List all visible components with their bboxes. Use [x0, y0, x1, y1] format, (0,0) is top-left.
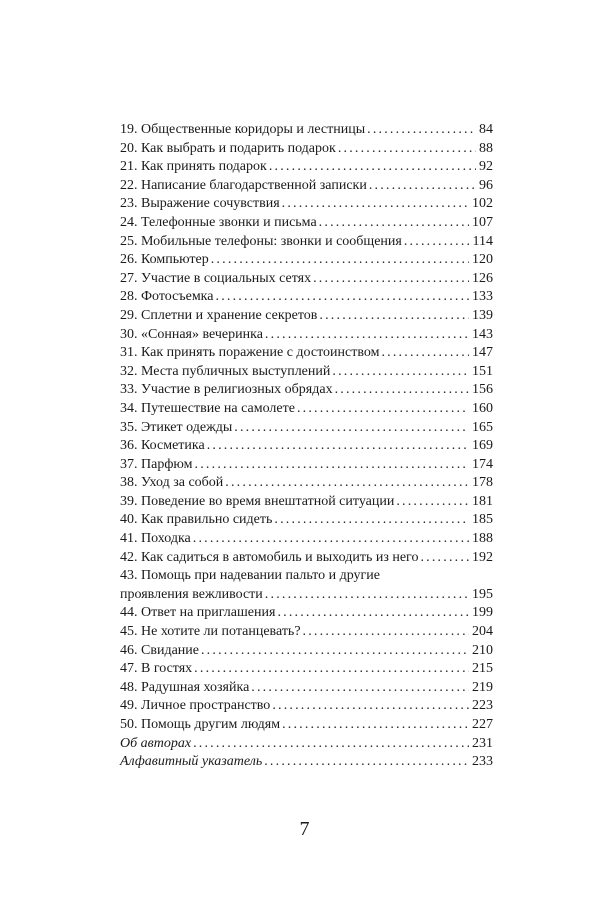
toc-entry-title: 28. Фотосъемка — [120, 289, 214, 305]
toc-leader-dots — [265, 326, 469, 345]
toc-entry-title: 46. Свидание — [120, 642, 199, 658]
toc-entry-title: 39. Поведение во время внештатной ситуации — [120, 493, 395, 509]
toc-leader-dots — [282, 195, 469, 214]
toc-leader-dots — [216, 288, 470, 307]
toc-entry-page: 174 — [472, 456, 493, 472]
toc-leader-dots — [251, 679, 469, 698]
toc-leader-dots — [335, 381, 469, 400]
toc-entry — [120, 493, 493, 512]
toc-entry-title: 40. Как правильно сидеть — [120, 512, 273, 528]
toc-entry-page: 102 — [472, 196, 493, 212]
toc-entry-title: 24. Телефонные звонки и письма — [120, 214, 317, 230]
toc-leader-dots — [269, 158, 476, 177]
toc-entry-page: 188 — [472, 531, 493, 547]
toc-entry — [120, 660, 493, 679]
toc-entry-page: 199 — [472, 605, 493, 621]
toc-entry-page: 151 — [472, 363, 493, 379]
toc-entry — [120, 400, 493, 419]
toc-leader-dots — [303, 623, 469, 642]
toc-entry — [120, 437, 493, 456]
toc-entry — [120, 195, 493, 214]
toc-entry-page: 84 — [479, 122, 493, 137]
toc-leader-dots — [404, 233, 470, 252]
toc-entry-title: 25. Мобильные телефоны: звонки и сообщения — [120, 233, 402, 249]
toc-entry — [120, 270, 493, 289]
toc-entry — [120, 716, 493, 735]
toc-entry-page: 114 — [472, 233, 493, 249]
toc-entry — [120, 679, 493, 698]
toc-leader-dots — [313, 270, 469, 289]
toc-entry-title: 23. Выражение сочувствия — [120, 196, 280, 212]
toc-entry — [120, 121, 493, 140]
toc-entry-title: 20. Как выбрать и подарить подарок — [120, 140, 336, 156]
toc-entry — [120, 623, 493, 642]
toc-entry-page: 195 — [472, 586, 493, 602]
toc-entry — [120, 251, 493, 270]
toc-entry-title: 37. Парфюм — [120, 456, 193, 472]
toc-leader-dots — [319, 307, 469, 326]
toc-leader-dots — [193, 735, 469, 754]
toc-leader-dots — [225, 474, 469, 493]
toc-entry-page: 219 — [472, 679, 493, 695]
toc-leader-dots — [207, 437, 469, 456]
toc-entry-title: 38. Уход за собой — [120, 475, 224, 491]
toc-entry — [120, 307, 493, 326]
toc-entry-title: 44. Ответ на приглашения — [120, 605, 276, 621]
toc-leader-dots — [338, 140, 476, 159]
toc-entry-title-continued: проявления вежливости — [120, 586, 263, 602]
toc-leader-dots — [234, 419, 469, 438]
toc-entry-about-authors — [120, 735, 493, 754]
toc-entry-title: 26. Компьютер — [120, 252, 209, 268]
toc-entry-title: 43. Помощь при надевании пальто и другие — [120, 568, 380, 584]
toc-entry — [120, 530, 493, 549]
toc-entry-title: 35. Этикет одежды — [120, 419, 233, 435]
toc-entry-page: 120 — [472, 252, 493, 268]
toc-entry-title: 48. Радушная хозяйка — [120, 679, 250, 695]
toc-entry-page: 233 — [472, 754, 493, 770]
toc-entry — [120, 697, 493, 716]
toc-entry-page: 88 — [479, 140, 493, 156]
toc-leader-dots — [367, 121, 476, 140]
toc-entry-title: 50. Помощь другим людям — [120, 717, 281, 732]
toc-entry-title: 41. Походка — [120, 531, 191, 547]
toc-entry-page: 139 — [472, 307, 493, 323]
toc-leader-dots — [396, 493, 469, 512]
table-of-contents — [120, 121, 493, 772]
toc-entry-title: Алфавитный указатель — [120, 754, 263, 770]
toc-leader-dots — [277, 604, 469, 623]
toc-entry-page: 107 — [472, 214, 493, 230]
toc-entry-title: 27. Участие в социальных сетях — [120, 270, 312, 286]
toc-leader-dots — [265, 586, 469, 605]
toc-entry-page: 204 — [472, 624, 493, 640]
toc-entry-title: 47. В гостях — [120, 661, 193, 677]
toc-leader-dots — [381, 344, 469, 363]
toc-entry-page: 133 — [472, 289, 493, 305]
page-number: 7 — [299, 818, 310, 840]
toc-entry — [120, 140, 493, 159]
toc-entry-page: 192 — [472, 549, 493, 565]
toc-leader-dots — [282, 716, 469, 735]
toc-leader-dots — [272, 697, 469, 716]
toc-entry — [120, 511, 493, 530]
toc-entry-page: 165 — [472, 419, 493, 435]
toc-entry-title: 42. Как садиться в автомобиль и выходить из него — [120, 549, 419, 565]
toc-entry-page: 185 — [472, 512, 493, 528]
toc-leader-dots — [274, 511, 469, 530]
toc-entry-page: 96 — [479, 177, 493, 193]
toc-leader-dots — [194, 660, 469, 679]
toc-leader-dots — [193, 530, 469, 549]
toc-entry-page: 210 — [472, 642, 493, 658]
toc-leader-dots — [264, 753, 469, 772]
toc-entry-page: 156 — [472, 382, 493, 398]
toc-entry — [120, 233, 493, 252]
toc-entry — [120, 214, 493, 233]
toc-entry — [120, 381, 493, 400]
toc-entry — [120, 456, 493, 475]
toc-entry — [120, 288, 493, 307]
toc-entry-title: 21. Как принять подарок — [120, 159, 267, 175]
toc-entry-title: 29. Сплетни и хранение секретов — [120, 307, 318, 323]
toc-entry — [120, 363, 493, 382]
toc-entry-continuation — [120, 586, 493, 605]
toc-leader-dots — [332, 363, 469, 382]
toc-entry-index — [120, 753, 493, 772]
toc-entry-page: 178 — [472, 475, 493, 491]
toc-entry-page: 223 — [472, 698, 493, 714]
toc-entry — [120, 326, 493, 345]
toc-entry-title: 30. «Сонная» вечеринка — [120, 326, 263, 342]
toc-entry-title: 32. Места публичных выступлений — [120, 363, 331, 379]
toc-entry-page: 143 — [472, 326, 493, 342]
toc-entry-title: 19. Общественные коридоры и лестницы — [120, 122, 366, 137]
toc-entry-page: 227 — [472, 717, 493, 732]
toc-entry-page: 181 — [472, 493, 493, 509]
toc-leader-dots — [420, 549, 469, 568]
toc-leader-dots — [201, 642, 469, 661]
toc-entry — [120, 642, 493, 661]
toc-entry — [120, 158, 493, 177]
toc-entry-title: 33. Участие в религиозных обрядах — [120, 382, 333, 398]
toc-entry-title: 34. Путешествие на самолете — [120, 400, 295, 416]
toc-leader-dots — [195, 456, 469, 475]
toc-entry-title: 45. Не хотите ли потанцевать? — [120, 624, 301, 640]
toc-entry-page: 215 — [472, 661, 493, 677]
toc-entry-title: 49. Личное пространство — [120, 698, 271, 714]
toc-entry-page: 147 — [472, 345, 493, 361]
toc-leader-dots — [319, 214, 469, 233]
toc-leader-dots — [369, 177, 476, 196]
toc-entry-page: 231 — [472, 735, 493, 751]
toc-entry-title: Об авторах — [120, 735, 192, 751]
toc-entry-page: 92 — [479, 159, 493, 175]
toc-entry — [120, 177, 493, 196]
toc-entry-page: 126 — [472, 270, 493, 286]
toc-entry — [120, 474, 493, 493]
toc-entry-first-line — [120, 567, 493, 586]
toc-leader-dots — [211, 251, 469, 270]
toc-entry-title: 36. Косметика — [120, 438, 205, 454]
toc-leader-dots — [297, 400, 469, 419]
toc-entry-page: 169 — [472, 438, 493, 454]
toc-entry — [120, 344, 493, 363]
toc-entry — [120, 604, 493, 623]
toc-entry — [120, 549, 493, 568]
toc-entry-title: 31. Как принять поражение с достоинством — [120, 345, 380, 361]
toc-entry-title: 22. Написание благодарственной записки — [120, 177, 367, 193]
toc-entry — [120, 419, 493, 438]
toc-entry-page: 160 — [472, 400, 493, 416]
